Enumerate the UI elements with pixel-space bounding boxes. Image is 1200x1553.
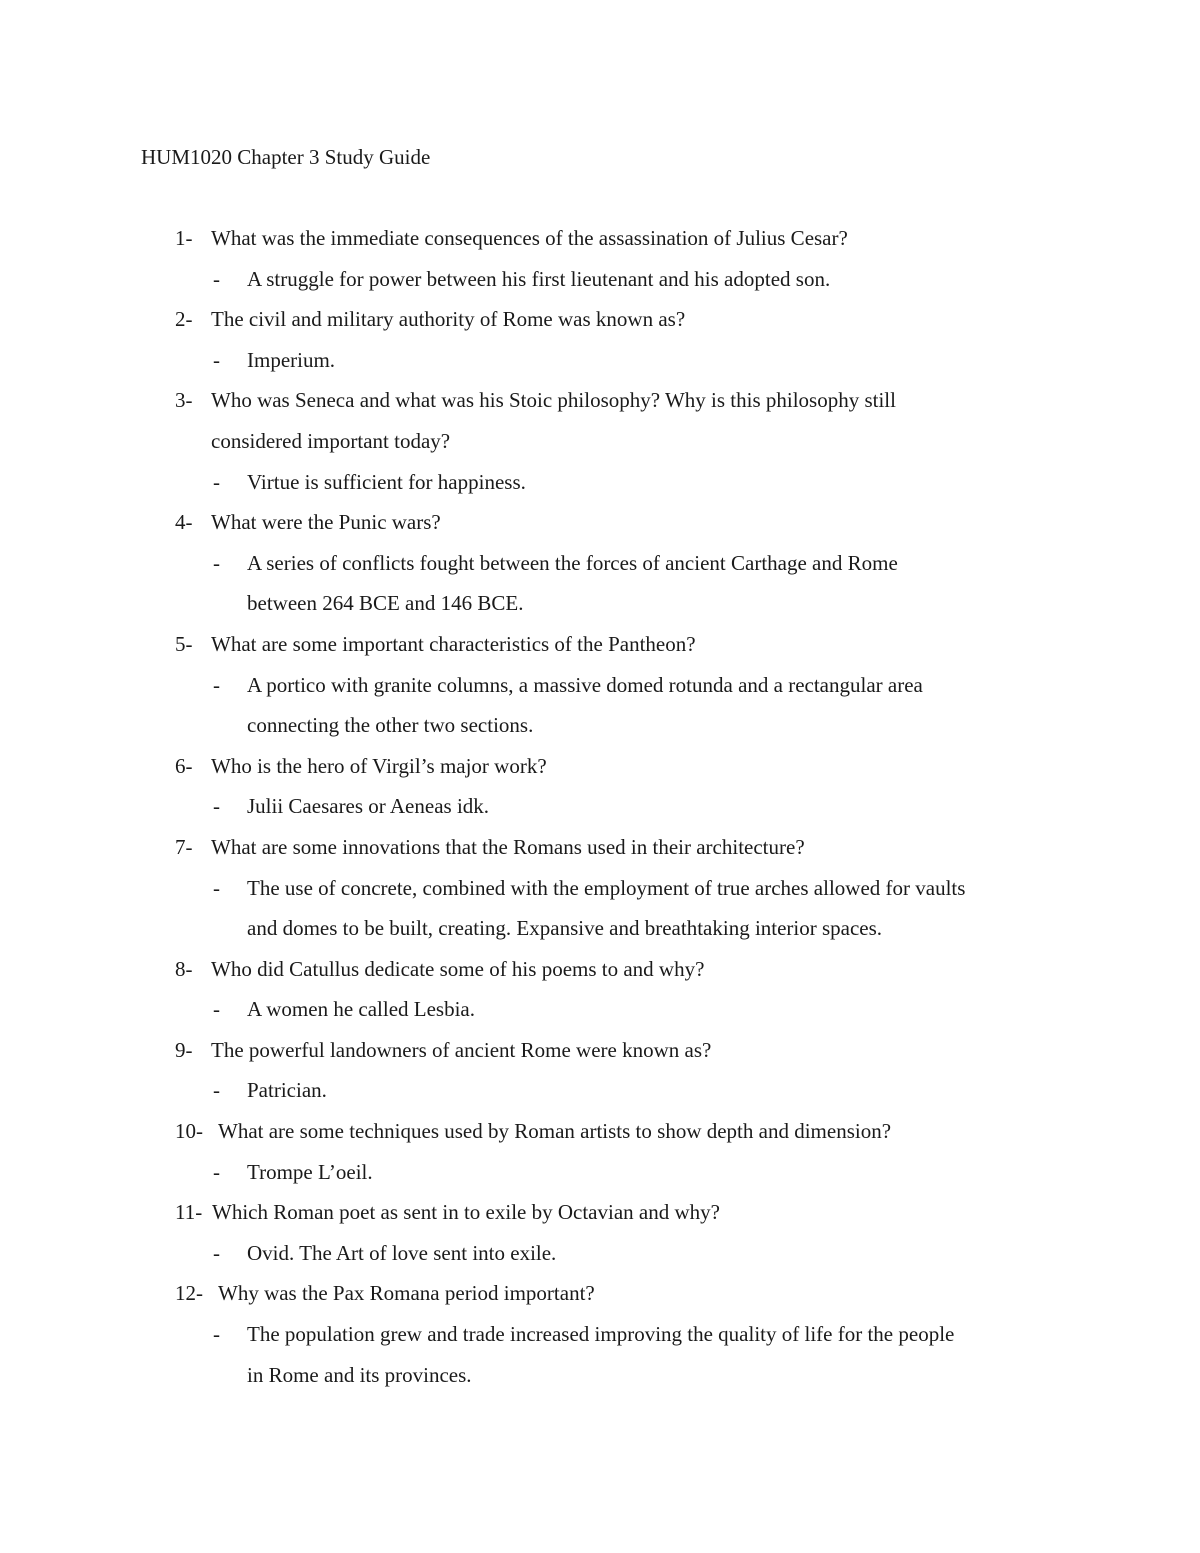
- question-text: What are some important characteristics of the Pantheon?: [211, 631, 696, 656]
- answer-row: [0, 265, 1200, 306]
- answer-bullet: -: [213, 997, 220, 1022]
- question-number: 11-: [175, 1200, 203, 1225]
- answer-text: The population grew and trade increased improving the quality of life for the people: [247, 1322, 955, 1347]
- answer-text: Virtue is sufficient for happiness.: [247, 469, 526, 494]
- answer-row: [0, 346, 1200, 387]
- answer-text: between 264 BCE and 146 BCE.: [247, 591, 524, 616]
- answer-text: Trompe L’oeil.: [247, 1159, 373, 1184]
- question-number: 5-: [175, 631, 193, 656]
- answer-row: [0, 1239, 1200, 1280]
- question-number: 10-: [175, 1119, 203, 1144]
- question-row: [0, 630, 1200, 671]
- answer-row: [0, 1320, 1200, 1361]
- question-number: 4-: [175, 510, 193, 535]
- answer-row: [0, 671, 1200, 712]
- question-text: What was the immediate consequences of the assassination of Julius Cesar?: [211, 226, 848, 250]
- question-continuation: [0, 427, 1200, 468]
- question-text: What are some innovations that the Romans used in their architecture?: [211, 834, 805, 859]
- answer-text: in Rome and its provinces.: [247, 1362, 472, 1387]
- answer-text: A women he called Lesbia.: [247, 997, 476, 1022]
- question-text: What were the Punic wars?: [211, 510, 441, 535]
- question-text: Which Roman poet as sent in to exile by Octavian and why?: [212, 1200, 720, 1225]
- question-number: 12-: [175, 1281, 203, 1306]
- answer-text: Ovid. The Art of love sent into exile.: [247, 1240, 557, 1265]
- question-row: [0, 305, 1200, 346]
- answer-text: Imperium.: [247, 347, 336, 372]
- document-title: HUM1020 Chapter 3 Study Guide: [141, 145, 431, 169]
- question-text: Who did Catullus dedicate some of his poems to and why?: [211, 956, 705, 981]
- answer-text: and domes to be built, creating. Expansive and breathtaking interior spaces.: [247, 916, 883, 941]
- question-row: [0, 1117, 1200, 1158]
- question-text: Who was Seneca and what was his Stoic philosophy? Why is this philosophy still: [211, 388, 896, 413]
- question-list: [0, 224, 1200, 1401]
- question-number: 9-: [175, 1037, 193, 1062]
- answer-text: The use of concrete, combined with the employment of true arches allowed for vaults: [247, 875, 966, 900]
- answer-row: [0, 1158, 1200, 1199]
- question-text: The powerful landowners of ancient Rome were known as?: [211, 1037, 712, 1062]
- answer-text: Julii Caesares or Aeneas idk.: [247, 794, 490, 819]
- answer-bullet: -: [213, 347, 220, 372]
- answer-row: [0, 995, 1200, 1036]
- answer-continuation: [0, 589, 1200, 630]
- answer-continuation: [0, 711, 1200, 752]
- question-row: [0, 386, 1200, 427]
- question-row: [0, 833, 1200, 874]
- question-text: considered important today?: [211, 428, 451, 453]
- answer-row: [0, 468, 1200, 509]
- answer-bullet: -: [213, 1078, 220, 1103]
- question-number: 6-: [175, 753, 193, 778]
- question-text: Who is the hero of Virgil’s major work?: [211, 753, 547, 778]
- question-row: [0, 508, 1200, 549]
- answer-bullet: -: [213, 266, 220, 291]
- question-row: [0, 1198, 1200, 1239]
- answer-bullet: -: [213, 469, 220, 494]
- question-row: [0, 955, 1200, 996]
- answer-text: Patrician.: [247, 1078, 327, 1103]
- answer-continuation: [0, 914, 1200, 955]
- answer-row: [0, 549, 1200, 590]
- answer-row: [0, 874, 1200, 915]
- question-text: What are some techniques used by Roman artists to show depth and dimension?: [218, 1119, 892, 1144]
- answer-continuation: [0, 1361, 1200, 1402]
- answer-text: connecting the other two sections.: [247, 713, 534, 738]
- question-text: Why was the Pax Romana period important?: [218, 1281, 595, 1306]
- answer-row: [0, 1076, 1200, 1117]
- question-number: 7-: [175, 834, 193, 859]
- question-text: The civil and military authority of Rome was known as?: [211, 307, 686, 332]
- question-number: 3-: [175, 388, 193, 413]
- question-row: [0, 752, 1200, 793]
- question-number: 8-: [175, 956, 193, 981]
- answer-bullet: -: [213, 875, 220, 900]
- answer-text: A portico with granite columns, a massive domed rotunda and a rectangular area: [247, 672, 923, 697]
- answer-bullet: -: [213, 1322, 220, 1347]
- question-number: 2-: [175, 307, 193, 332]
- question-row: [0, 1036, 1200, 1077]
- answer-text: A struggle for power between his first lieutenant and his adopted son.: [247, 266, 831, 291]
- answer-bullet: -: [213, 672, 220, 697]
- question-row: [0, 224, 1200, 265]
- answer-row: [0, 792, 1200, 833]
- answer-bullet: -: [213, 1159, 220, 1184]
- question-number: 1-: [175, 226, 193, 250]
- answer-bullet: -: [213, 550, 220, 575]
- answer-bullet: -: [213, 794, 220, 819]
- question-row: [0, 1279, 1200, 1320]
- answer-text: A series of conflicts fought between the forces of ancient Carthage and Rome: [247, 550, 898, 575]
- answer-bullet: -: [213, 1240, 220, 1265]
